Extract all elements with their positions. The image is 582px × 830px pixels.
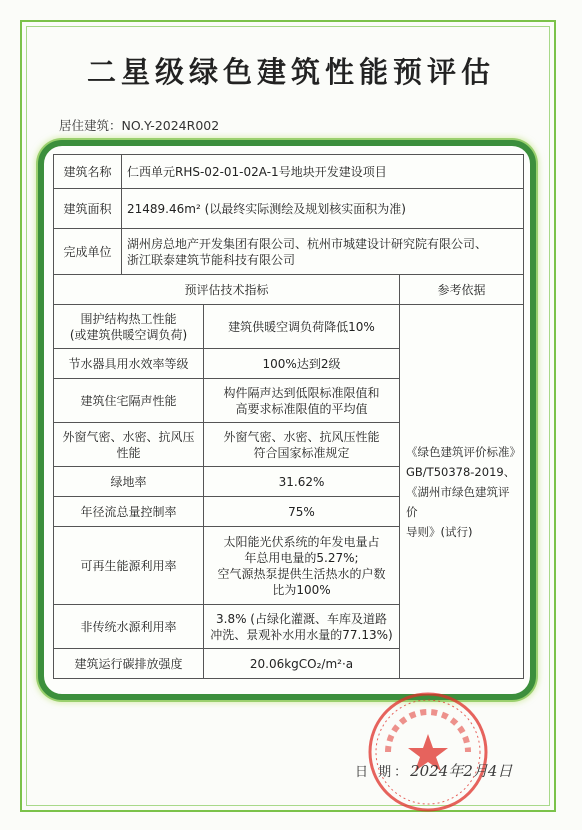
basis-line: GB/T50378-2019、 — [406, 464, 516, 479]
indicator-name — [54, 423, 204, 467]
indicator-value-line: 建筑供暖空调负荷降低10% — [228, 319, 375, 334]
issue-date — [355, 760, 512, 781]
indicator-header: 预评估技术指标 — [54, 275, 400, 305]
indicator-value: 75% — [204, 497, 400, 527]
evaluation-table — [53, 154, 524, 679]
basis-line: 《湖州市绿色建筑评价 — [406, 484, 510, 519]
table-row — [54, 229, 524, 275]
indicator-value — [204, 605, 400, 649]
building-area-value: 21489.46m² (以最终实际测绘及规划核实面积为准) — [122, 189, 524, 229]
indicator-name-line: 围护结构热工性能 — [80, 311, 177, 326]
indicator-name-line: (或建筑供暖空调负荷) — [69, 327, 188, 342]
indicator-value — [204, 527, 400, 605]
indicator-name: 年径流总量控制率 — [54, 497, 204, 527]
completion-unit-value — [122, 229, 524, 275]
official-seal-icon — [366, 690, 490, 814]
building-area-label: 建筑面积 — [54, 189, 122, 229]
indicator-value: 100%达到2级 — [204, 349, 400, 379]
indicator-value-line: 空气源热泵提供生活热水的户数 — [217, 566, 386, 581]
certificate-number: 居住建筑：NO.Y-2024R002 — [59, 118, 220, 133]
indicator-name: 节水器具用水效率等级 — [54, 349, 204, 379]
table-row — [54, 189, 524, 229]
indicator-name — [54, 305, 204, 349]
completion-unit-line: 湖州房总地产开发集团有限公司、杭州市城建设计研究院有限公司、 — [127, 236, 488, 251]
indicator-name: 绿地率 — [54, 467, 204, 497]
basis-line: 导则》(试行) — [406, 524, 473, 539]
date-value: 2024年2月4日 — [410, 762, 513, 780]
completion-unit-line: 浙江联泰建筑节能科技有限公司 — [127, 252, 296, 267]
indicator-value — [204, 423, 400, 467]
indicator-value-line: 太阳能光伏系统的年发电量占 — [223, 534, 380, 549]
indicator-value: 31.62% — [204, 467, 400, 497]
basis-line: 《绿色建筑评价标准》 — [406, 444, 521, 459]
indicator-value — [204, 305, 400, 349]
indicator-name: 建筑运行碳排放强度 — [54, 649, 204, 679]
indicator-name: 非传统水源利用率 — [54, 605, 204, 649]
indicator-name-line: 外窗气密、水密、抗风压 — [62, 429, 195, 444]
table-row — [54, 155, 524, 189]
info-card — [38, 140, 536, 700]
indicator-value-line: 比为100% — [272, 582, 331, 597]
indicator-value-line: 符合国家标准规定 — [253, 445, 350, 460]
completion-unit-label: 完成单位 — [54, 229, 122, 275]
indicator-name: 可再生能源利用率 — [54, 527, 204, 605]
table-row — [54, 305, 524, 349]
indicator-value-line: 3.8% (占绿化灌溉、车库及道路 — [216, 611, 387, 626]
indicator-value-line: 构件隔声达到低限标准限值和 — [223, 385, 380, 400]
reference-basis — [400, 305, 524, 679]
date-label: 日 期： — [355, 765, 411, 780]
indicator-value-line: 冲洗、景观补水用水量的77.13%) — [210, 627, 393, 642]
basis-header: 参考依据 — [400, 275, 524, 305]
indicator-value: 20.06kgCO₂/m²·a — [204, 649, 400, 679]
certificate-title: 二星级绿色建筑性能预评估 — [86, 55, 495, 89]
indicator-name: 建筑住宅隔声性能 — [54, 379, 204, 423]
table-header-row — [54, 275, 524, 305]
building-name-value: 仁西单元RHS-02-01-02A-1号地块开发建设项目 — [122, 155, 524, 189]
indicator-value-line: 外窗气密、水密、抗风压性能 — [223, 429, 380, 444]
indicator-value-line: 高要求标准限值的平均值 — [235, 401, 368, 416]
indicator-value — [204, 379, 400, 423]
indicator-value-line: 年总用电量的5.27%; — [244, 550, 359, 565]
building-name-label: 建筑名称 — [54, 155, 122, 189]
indicator-name-line: 性能 — [116, 445, 141, 460]
